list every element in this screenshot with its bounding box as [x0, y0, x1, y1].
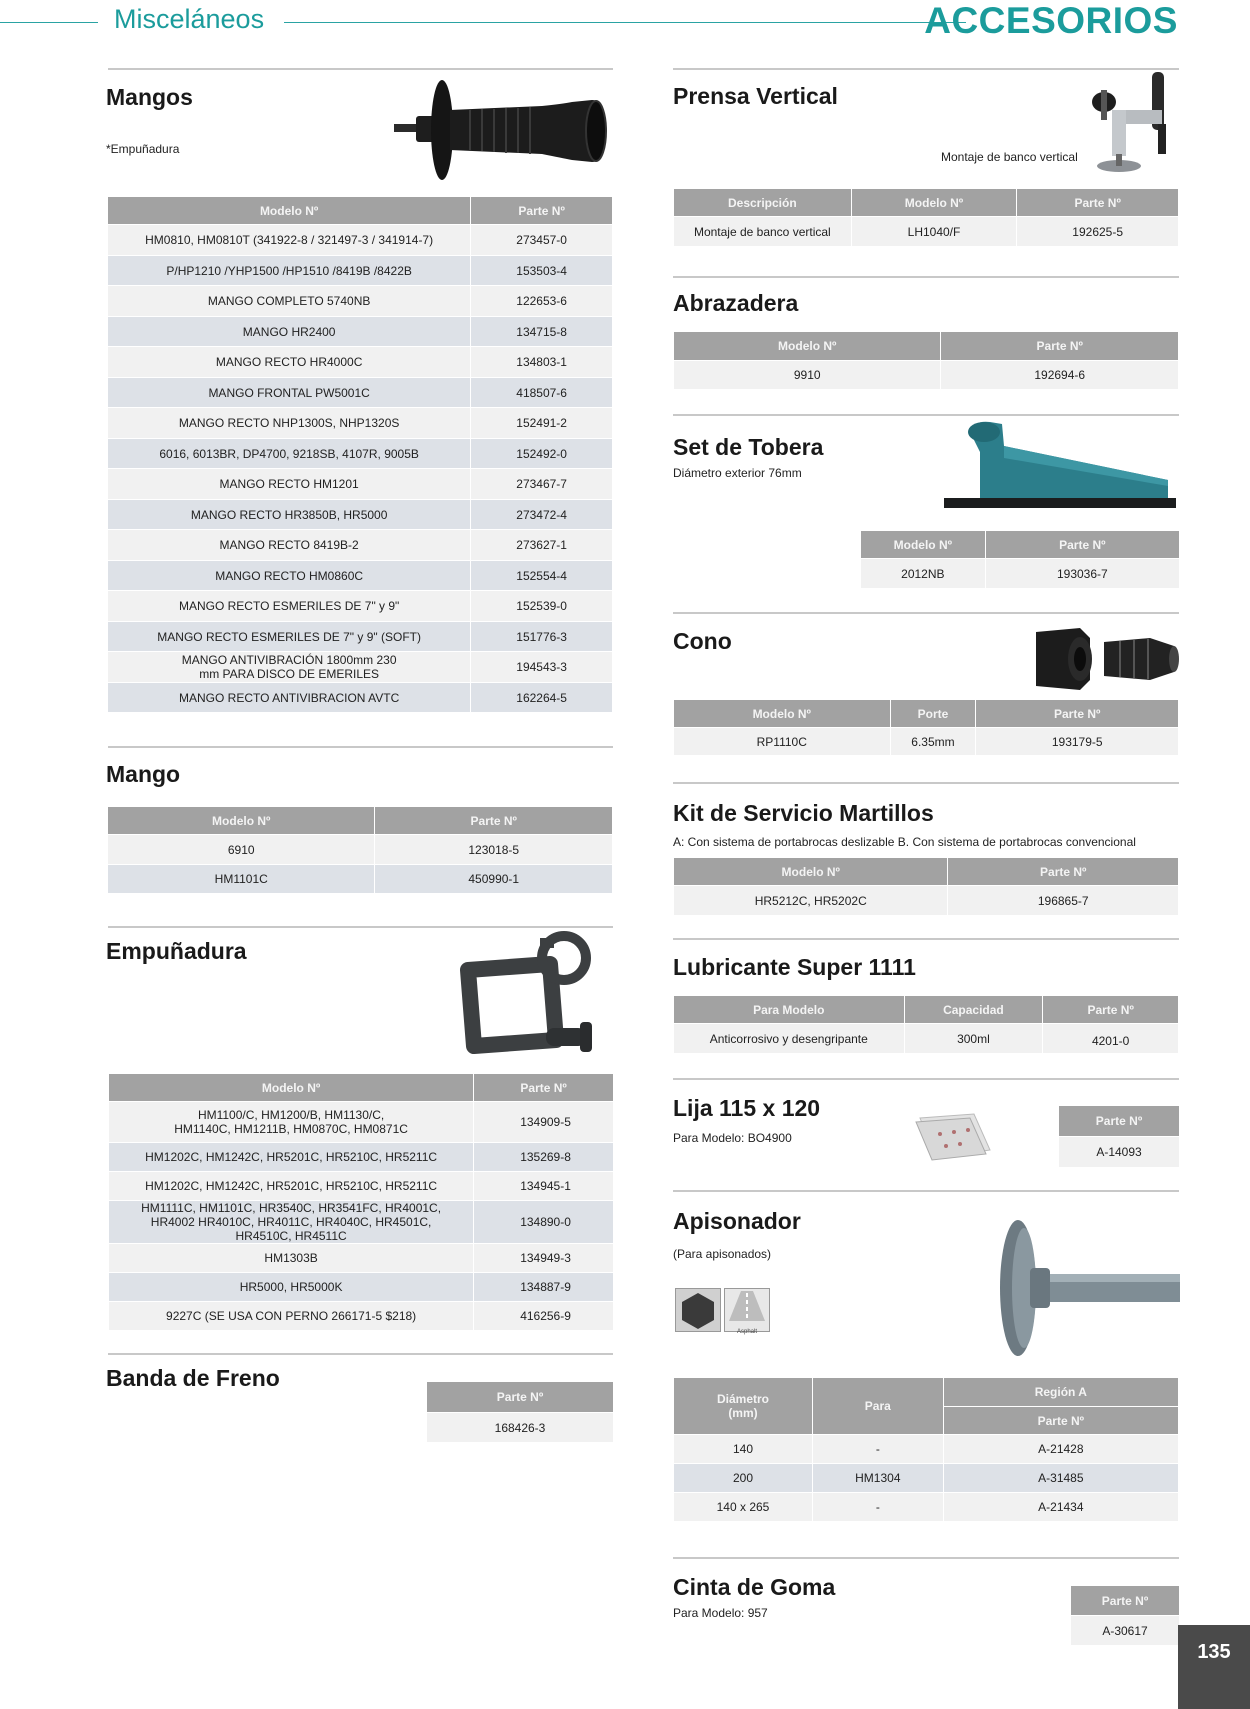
col-header: Para: [812, 1378, 943, 1435]
table-cell: 134715-8: [471, 317, 613, 347]
col-header: Región A: [943, 1378, 1178, 1407]
table-row: [109, 1244, 614, 1273]
cinta-table: [1070, 1585, 1180, 1646]
table-row: [108, 561, 613, 591]
table-cell: 134945-1: [474, 1172, 614, 1201]
empunadura-title: Empuñadura: [106, 938, 247, 964]
table-cell: 273457-0: [471, 225, 613, 256]
divider: [673, 414, 1179, 416]
mango-table: [107, 806, 613, 894]
header-line-center: [284, 22, 966, 23]
table-row: [674, 886, 1179, 916]
mangos-note: *Empuñadura: [106, 142, 180, 156]
table-cell: HM0810, HM0810T (341922-8 / 321497-3 / 341914-7): [108, 225, 471, 256]
tobera-table: [860, 530, 1180, 589]
table-cell: HR5000, HR5000K: [109, 1273, 474, 1302]
table-cell: A-14093: [1059, 1137, 1180, 1168]
table-cell: 9227C (SE USA CON PERNO 266171-5 $218): [109, 1302, 474, 1331]
table-cell: 152491-2: [471, 408, 613, 439]
table-row: [861, 559, 1180, 589]
table-row: [108, 347, 613, 378]
lubricante-title: Lubricante Super 1111: [673, 954, 916, 980]
lubricante-table: [673, 995, 1179, 1054]
table-row: [674, 1464, 1179, 1493]
divider: [673, 612, 1179, 614]
kit-table: [673, 857, 1179, 916]
table-cell: MANGO ANTIVIBRACIÓN 1800mm 230 mm PARA DISCO DE EMERILES: [108, 652, 471, 683]
table-cell: A-30617: [1071, 1616, 1180, 1646]
table-row: [108, 317, 613, 347]
col-header: Modelo Nº: [861, 531, 986, 559]
cono-title: Cono: [673, 628, 732, 654]
table-cell: MANGO RECTO 8419B-2: [108, 530, 471, 561]
asphalt-label: Asphalt: [736, 1329, 757, 1335]
prensa-note: Montaje de banco vertical: [941, 150, 1078, 164]
table-cell: 6910: [108, 835, 375, 865]
apisonador-title: Apisonador: [673, 1208, 801, 1234]
table-cell: MANGO RECTO HM0860C: [108, 561, 471, 591]
table-cell: 418507-6: [471, 378, 613, 408]
table-row: [1071, 1616, 1180, 1646]
table-cell: HM1100/C, HM1200/B, HM1130/C, HM1140C, HM1211B, HM0870C, HM0871C: [109, 1102, 474, 1143]
table-row: [109, 1201, 614, 1244]
table-cell: 168426-3: [427, 1413, 614, 1443]
table-cell: HM1304: [812, 1464, 943, 1493]
table-row: [108, 408, 613, 439]
col-header: Parte Nº: [1043, 996, 1179, 1024]
divider: [108, 68, 613, 70]
collet-cone-image: [1030, 624, 1180, 694]
lija-note: Para Modelo: BO4900: [673, 1131, 792, 1145]
prensa-title: Prensa Vertical: [673, 83, 838, 109]
table-cell: MANGO RECTO HR4000C: [108, 347, 471, 378]
table-cell: MANGO COMPLETO 5740NB: [108, 286, 471, 317]
divider: [673, 782, 1179, 784]
col-header: Modelo Nº: [674, 858, 948, 886]
table-cell: 193179-5: [976, 728, 1179, 756]
page-number: 135: [1178, 1625, 1250, 1709]
table-cell: MANGO RECTO ESMERILES DE 7" y 9" (SOFT): [108, 622, 471, 652]
table-cell: -: [812, 1435, 943, 1464]
table-row: [109, 1302, 614, 1331]
col-header: Descripción: [674, 189, 852, 217]
table-row: [108, 652, 613, 683]
table-row: [108, 225, 613, 256]
table-cell: RP1110C: [674, 728, 891, 756]
col-header: Modelo Nº: [108, 807, 375, 835]
table-cell: HM1111C, HM1101C, HR3540C, HR3541FC, HR4001C, HR4002 HR4010C, HR4011C, HR4040C, HR4501C, HR4510C, HR4511C: [109, 1201, 474, 1244]
table-cell: 140 x 265: [674, 1493, 813, 1522]
col-header: Parte Nº: [948, 858, 1179, 886]
table-cell: 122653-6: [471, 286, 613, 317]
table-cell: 152554-4: [471, 561, 613, 591]
header-line-left: [0, 22, 98, 23]
table-cell: 6016, 6013BR, DP4700, 9218SB, 4107R, 9005B: [108, 439, 471, 469]
col-header: Modelo Nº: [851, 189, 1017, 217]
bench-clamp-image: [1086, 70, 1180, 182]
table-cell: 194543-3: [471, 652, 613, 683]
table-cell: 273472-4: [471, 500, 613, 530]
table-row: [108, 683, 613, 713]
table-cell: MANGO HR2400: [108, 317, 471, 347]
table-cell: MANGO RECTO NHP1300S, NHP1320S: [108, 408, 471, 439]
hexagon-icon: [676, 1289, 720, 1331]
kit-note: A: Con sistema de portabrocas deslizable B. Con sistema de portabrocas convencional: [673, 835, 1136, 849]
tobera-title: Set de Tobera: [673, 434, 824, 460]
table-cell: A-31485: [943, 1464, 1178, 1493]
col-header: Porte: [890, 700, 976, 728]
sandpaper-image: [910, 1112, 996, 1162]
kit-title: Kit de Servicio Martillos: [673, 800, 934, 826]
col-header: Parte Nº: [471, 197, 613, 225]
table-row: [674, 1493, 1179, 1522]
table-cell: MANGO RECTO ESMERILES DE 7" y 9": [108, 591, 471, 622]
table-cell: HM1202C, HM1242C, HR5201C, HR5210C, HR5211C: [109, 1143, 474, 1172]
divider: [673, 1190, 1179, 1192]
col-header: Diámetro (mm): [674, 1378, 813, 1435]
table-row: [108, 500, 613, 530]
table-cell: 192625-5: [1017, 217, 1179, 247]
cinta-note: Para Modelo: 957: [673, 1606, 768, 1620]
col-header: Capacidad: [904, 996, 1043, 1024]
side-handle-image: [392, 78, 612, 190]
table-row: [108, 286, 613, 317]
table-row: [108, 530, 613, 561]
asphalt-application-icon: [724, 1288, 770, 1335]
table-cell: 134803-1: [471, 347, 613, 378]
table-cell: 152539-0: [471, 591, 613, 622]
table-row: [108, 622, 613, 652]
table-cell: 192694-6: [941, 361, 1179, 390]
divider: [673, 1078, 1179, 1080]
lija-title: Lija 115 x 120: [673, 1095, 821, 1121]
table-cell: 450990-1: [375, 865, 613, 894]
col-header: Parte Nº: [1059, 1106, 1180, 1137]
table-cell: 135269-8: [474, 1143, 614, 1172]
table-row: [109, 1102, 614, 1143]
divider: [673, 938, 1179, 940]
col-header: Parte Nº: [943, 1407, 1178, 1435]
road-icon: [725, 1289, 769, 1323]
table-row: [674, 728, 1179, 756]
table-cell: 300ml: [904, 1024, 1043, 1054]
table-cell: 193036-7: [985, 559, 1179, 589]
table-row: [108, 591, 613, 622]
table-row: [674, 1024, 1179, 1054]
table-cell: 134887-9: [474, 1273, 614, 1302]
mango-title: Mango: [106, 761, 181, 787]
cinta-title: Cinta de Goma: [673, 1574, 836, 1600]
table-cell: MANGO FRONTAL PW5001C: [108, 378, 471, 408]
apisonador-note: (Para apisonados): [673, 1247, 772, 1261]
table-row: [108, 256, 613, 286]
cono-table: [673, 699, 1179, 756]
divider: [108, 746, 613, 748]
table-row: [1059, 1137, 1180, 1168]
table-cell: 9910: [674, 361, 941, 390]
mangos-title: Mangos: [106, 84, 193, 110]
table-cell: LH1040/F: [851, 217, 1017, 247]
col-header: Parte Nº: [985, 531, 1179, 559]
col-header: Parte Nº: [1017, 189, 1179, 217]
grip-clamp-image: [440, 930, 600, 1062]
table-cell: 153503-4: [471, 256, 613, 286]
prensa-table: [673, 188, 1179, 247]
table-cell: 200: [674, 1464, 813, 1493]
table-cell: 2012NB: [861, 559, 986, 589]
table-row: [674, 361, 1179, 390]
table-cell: 273467-7: [471, 469, 613, 500]
table-row: [108, 865, 613, 894]
banda-freno-title: Banda de Freno: [106, 1365, 280, 1391]
table-row: [674, 1435, 1179, 1464]
abrazadera-table: [673, 331, 1179, 390]
table-cell: 134890-0: [474, 1201, 614, 1244]
table-cell: MANGO RECTO ANTIVIBRACION AVTC: [108, 683, 471, 713]
table-cell: 134949-3: [474, 1244, 614, 1273]
table-row: [108, 439, 613, 469]
col-header: Modelo Nº: [108, 197, 471, 225]
col-header: Parte Nº: [474, 1074, 614, 1102]
col-header: Parte Nº: [1071, 1586, 1180, 1616]
table-cell: 196865-7: [948, 886, 1179, 916]
table-cell: A-21434: [943, 1493, 1178, 1522]
table-cell: 152492-0: [471, 439, 613, 469]
section-heading: Misceláneos: [114, 4, 265, 34]
table-cell: A-21428: [943, 1435, 1178, 1464]
table-cell: 151776-3: [471, 622, 613, 652]
empunadura-table: [108, 1073, 614, 1331]
divider: [673, 276, 1179, 278]
table-cell: 162264-5: [471, 683, 613, 713]
tamper-image: [986, 1214, 1180, 1360]
table-cell: HM1303B: [109, 1244, 474, 1273]
table-cell: HM1101C: [108, 865, 375, 894]
table-cell: 134909-5: [474, 1102, 614, 1143]
banda-freno-table: [426, 1381, 614, 1443]
table-row: [674, 217, 1179, 247]
table-cell: Montaje de banco vertical: [674, 217, 852, 247]
table-cell: MANGO RECTO HR3850B, HR5000: [108, 500, 471, 530]
col-header: Modelo Nº: [674, 332, 941, 361]
table-cell: HM1202C, HM1242C, HR5201C, HR5210C, HR5211C: [109, 1172, 474, 1201]
abrazadera-title: Abrazadera: [673, 290, 799, 316]
table-cell: 273627-1: [471, 530, 613, 561]
divider: [673, 1557, 1179, 1559]
table-row: [108, 378, 613, 408]
table-row: [427, 1413, 614, 1443]
col-header: Modelo Nº: [674, 700, 891, 728]
mangos-table: [107, 196, 613, 713]
catalog-heading: ACCESORIOS: [924, 0, 1178, 41]
dust-nozzle-image: [940, 418, 1180, 518]
col-header: Parte Nº: [375, 807, 613, 835]
table-cell: 140: [674, 1435, 813, 1464]
col-header: Modelo Nº: [109, 1074, 474, 1102]
hexagon-application-icon: [675, 1288, 721, 1332]
col-header: Para Modelo: [674, 996, 905, 1024]
table-row: [109, 1172, 614, 1201]
divider: [108, 926, 613, 928]
tobera-note: Diámetro exterior 76mm: [673, 466, 802, 480]
table-row: [108, 835, 613, 865]
table-row: [109, 1143, 614, 1172]
apisonador-table: [673, 1377, 1179, 1522]
table-cell: P/HP1210 /YHP1500 /HP1510 /8419B /8422B: [108, 256, 471, 286]
divider: [108, 1353, 613, 1355]
col-header: Parte Nº: [427, 1382, 614, 1413]
table-cell: HR5212C, HR5202C: [674, 886, 948, 916]
table-cell: 4201-0: [1043, 1024, 1179, 1054]
table-cell: MANGO RECTO HM1201: [108, 469, 471, 500]
col-header: Parte Nº: [976, 700, 1179, 728]
table-row: [109, 1273, 614, 1302]
table-cell: -: [812, 1493, 943, 1522]
table-cell: 123018-5: [375, 835, 613, 865]
table-cell: Anticorrosivo y desengripante: [674, 1024, 905, 1054]
table-cell: 416256-9: [474, 1302, 614, 1331]
table-row: [108, 469, 613, 500]
lija-table: [1058, 1105, 1180, 1168]
table-cell: 6.35mm: [890, 728, 976, 756]
col-header: Parte Nº: [941, 332, 1179, 361]
